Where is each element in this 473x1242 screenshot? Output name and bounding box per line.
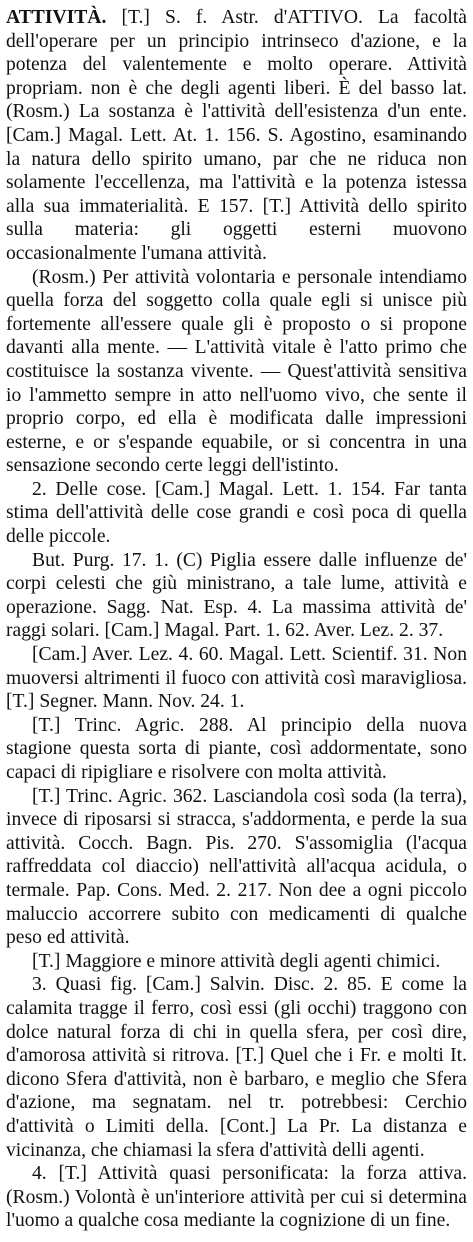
entry-paragraph-rosmini: (Rosm.) Per attività volontaria e personale intendiamo quella forza del soggetto colla quale egli si unisce più fortemente all'essere quale gli è proposto o si propone davanti alla mente. — L'attività vitale è l'atto primo che costituisce la sostanza vivente. — Quest'attività sensitiva io l'ammetto sempre in atto nell'uomo vivo, che sente il proprio corpo, ed ella è modificata dalle impressioni esterne, e or s'espande equabile, or si concentra in una sensazione secondo certe leggi dell'istinto. xyxy=(6,266,467,477)
entry-paragraph-citations-aver: [Cam.] Aver. Lez. 4. 60. Magal. Lett. Scientif. 31. Non muoversi altrimenti il fuoco con attività così maravigliosa. [T.] Segner. Mann. Nov. 24. 1. xyxy=(6,644,467,713)
entry-paragraph-definition xyxy=(6,6,467,266)
entry-paragraph-sense-4: 4. [T.] Attività quasi personificata: la forza attiva. (Rosm.) Volontà è un'interiore attività per cui si determina l'uomo a qualche cosa mediante la cognizione di un fine. xyxy=(6,1163,467,1232)
entry-paragraph-citations-but: But. Purg. 17. 1. (C) Piglia essere dalle influenze de' corpi celesti che giù ministrano, a tale lume, attività e operazione. Sagg. Nat. Esp. 4. La massima attività de' raggi solari. [Cam.] Magal. Part. 1. 62. Aver. Lez. 2. 37. xyxy=(6,549,467,642)
entry-paragraph-chimici: [T.] Maggiore e minore attività degli agenti chimici. xyxy=(32,950,441,972)
entry-paragraph-sense-2: 2. Delle cose. [Cam.] Magal. Lett. 1. 154. Far tanta stima dell'attività delle cose grandi e così poca di quella delle piccole. xyxy=(6,478,467,548)
headword: ATTIVITÀ. xyxy=(6,7,107,28)
definition-text: [T.] S. f. Astr. d'ATTIVO. La facoltà dell'operare per un principio intrinseco d'azione, e la potenza del valentemente e molto operare. Attività propriam. non è che degli agenti liberi. È del basso lat. (Rosm.) La sostanza è l'attività dell'esistenza d'un ente. [Cam.] Magal. Lett. At. 1. 156. S. Agostino, esaminando la natura dello spirito umano, par che ne riduca non solamente l'eccellenza, ma l'attività e la potenza istessa alla sua immaterialità. E 157. [T.] Attività dello spirito sulla materia: gli oggetti esterni muovono occasionalmente l'umana attività. xyxy=(6,7,467,264)
entry-paragraph-trinc-288: [T.] Trinc. Agric. 288. Al principio della nuova stagione questa sorta di piante, così addormentate, sono capaci di ripigliare e risolvere con molta attività. xyxy=(6,714,467,783)
entry-paragraph-trinc-362: [T.] Trinc. Agric. 362. Lasciandola così soda (la terra), invece di riposarsi si stracca, s'addormenta, e perde la sua attività. Cocch. Bagn. Pis. 270. S'assomiglia (l'acqua raffreddata col diaccio) nell'attività all'acqua acidula, o termale. Pap. Cons. Med. 2. 217. Non dee a ogni piccolo maluccio accorrere subito con medicamenti di qualche peso ed attività. xyxy=(6,785,467,949)
entry-paragraph-sense-3: 3. Quasi fig. [Cam.] Salvin. Disc. 2. 85. E come la calamita tragge il ferro, così essi (gli occhi) traggono con dolce natural forza di chi in quella sfera, per così dire, d'amorosa attività si ritrova. [T.] Quel che i Fr. e molti It. dicono Sfera d'attività, non è barbaro, e meglio che Sfera d'azione, ma segnatam. nel tr. potrebbesi: Cerchio d'attività o Limiti della. [Cont.] La Pr. La distanza e vicinanza, che chiamasi la sfera d'attività delli agenti. xyxy=(6,974,467,1161)
